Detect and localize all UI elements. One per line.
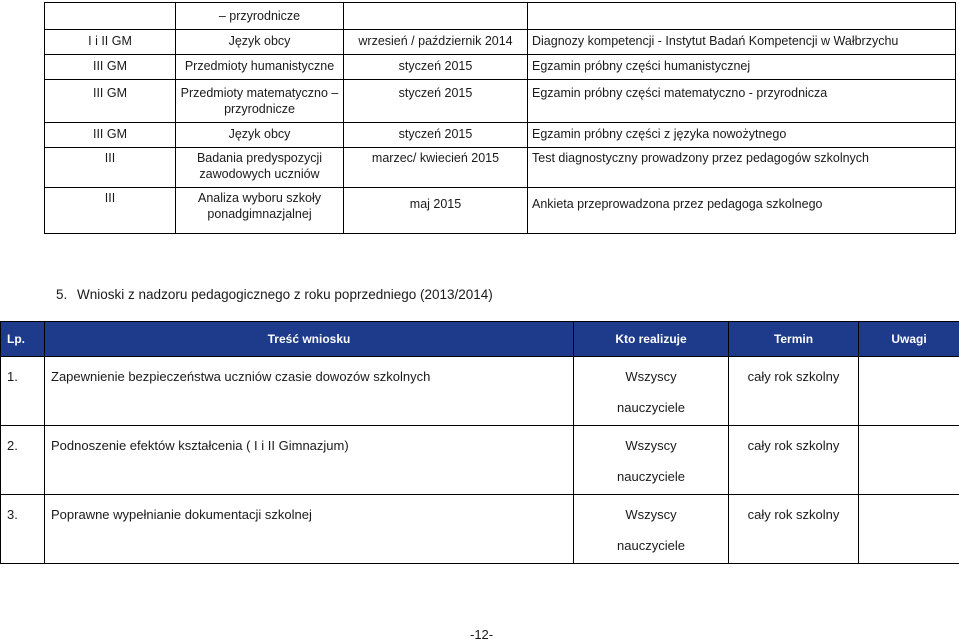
notes-cell (859, 426, 959, 495)
description-cell: Egzamin próbny części matematyczno - przyrodnicza (528, 80, 956, 123)
description-cell: Test diagnostyczny prowadzony przez pedagogów szkolnych (528, 148, 956, 188)
diagnostics-schedule-table (44, 2, 956, 234)
table-row (45, 3, 956, 30)
lp-cell: 1. (1, 357, 45, 426)
subject-cell: Język obcy (176, 123, 344, 148)
who-line-1: Wszyscy (625, 438, 677, 453)
notes-cell (859, 357, 959, 426)
who-line-2: nauczyciele (617, 538, 685, 553)
subject-cell: Język obcy (176, 30, 344, 55)
date-cell (344, 3, 528, 30)
page-number: -12- (470, 627, 494, 642)
conclusions-table (0, 321, 959, 564)
table-row (45, 80, 956, 123)
term-cell: cały rok szkolny (729, 495, 859, 564)
subject-cell: – przyrodnicze (176, 3, 344, 30)
grade-cell: I i II GM (45, 30, 176, 55)
notes-cell (859, 495, 959, 564)
table-row (45, 188, 956, 234)
content-cell: Podnoszenie efektów kształcenia ( I i II Gimnazjum) (45, 426, 574, 495)
column-header-term: Termin (729, 322, 859, 357)
who-line-2: nauczyciele (617, 469, 685, 484)
grade-cell: III GM (45, 80, 176, 123)
date-cell: styczeń 2015 (344, 80, 528, 123)
date-cell: maj 2015 (344, 188, 528, 234)
table-row (45, 148, 956, 188)
table-row (45, 30, 956, 55)
table-row (45, 123, 956, 148)
term-cell: cały rok szkolny (729, 357, 859, 426)
table-row (1, 357, 959, 426)
grade-cell (45, 3, 176, 30)
grade-cell: III GM (45, 123, 176, 148)
grade-cell: III (45, 148, 176, 188)
who-line-2: nauczyciele (617, 400, 685, 415)
section-title: Wnioski z nadzoru pedagogicznego z roku poprzedniego (2013/2014) (77, 287, 493, 302)
header-row (1, 322, 959, 357)
section-heading (56, 287, 493, 302)
column-header-notes: Uwagi (859, 322, 959, 357)
who-line-1: Wszyscy (625, 369, 677, 384)
subject-cell: Przedmioty humanistyczne (176, 55, 344, 80)
subject-cell: Analiza wyboru szkoły ponadgimnazjalnej (176, 188, 344, 234)
column-header-lp: Lp. (1, 322, 45, 357)
content-cell: Zapewnienie bezpieczeństwa uczniów czasie dowozów szkolnych (45, 357, 574, 426)
grade-cell: III (45, 188, 176, 234)
table-row (45, 55, 956, 80)
date-cell: wrzesień / październik 2014 (344, 30, 528, 55)
who-line-1: Wszyscy (625, 507, 677, 522)
subject-cell: Badania predyspozycji zawodowych uczniów (176, 148, 344, 188)
date-cell: styczeń 2015 (344, 123, 528, 148)
who-cell (574, 495, 729, 564)
description-cell: Egzamin próbny części z języka nowożytnego (528, 123, 956, 148)
description-cell: Ankieta przeprowadzona przez pedagoga szkolnego (528, 188, 956, 234)
table-row (1, 426, 959, 495)
lp-cell: 3. (1, 495, 45, 564)
date-cell: styczeń 2015 (344, 55, 528, 80)
date-cell: marzec/ kwiecień 2015 (344, 148, 528, 188)
column-header-content: Treść wniosku (45, 322, 574, 357)
description-cell: Diagnozy kompetencji - Instytut Badań Kompetencji w Wałbrzychu (528, 30, 956, 55)
who-cell (574, 357, 729, 426)
table-row (1, 495, 959, 564)
section-number: 5. (56, 287, 68, 302)
subject-cell: Przedmioty matematyczno – przyrodnicze (176, 80, 344, 123)
who-cell (574, 426, 729, 495)
term-cell: cały rok szkolny (729, 426, 859, 495)
column-header-who: Kto realizuje (574, 322, 729, 357)
content-cell: Poprawne wypełnianie dokumentacji szkolnej (45, 495, 574, 564)
lp-cell: 2. (1, 426, 45, 495)
grade-cell: III GM (45, 55, 176, 80)
description-cell: Egzamin próbny części humanistycznej (528, 55, 956, 80)
description-cell (528, 3, 956, 30)
